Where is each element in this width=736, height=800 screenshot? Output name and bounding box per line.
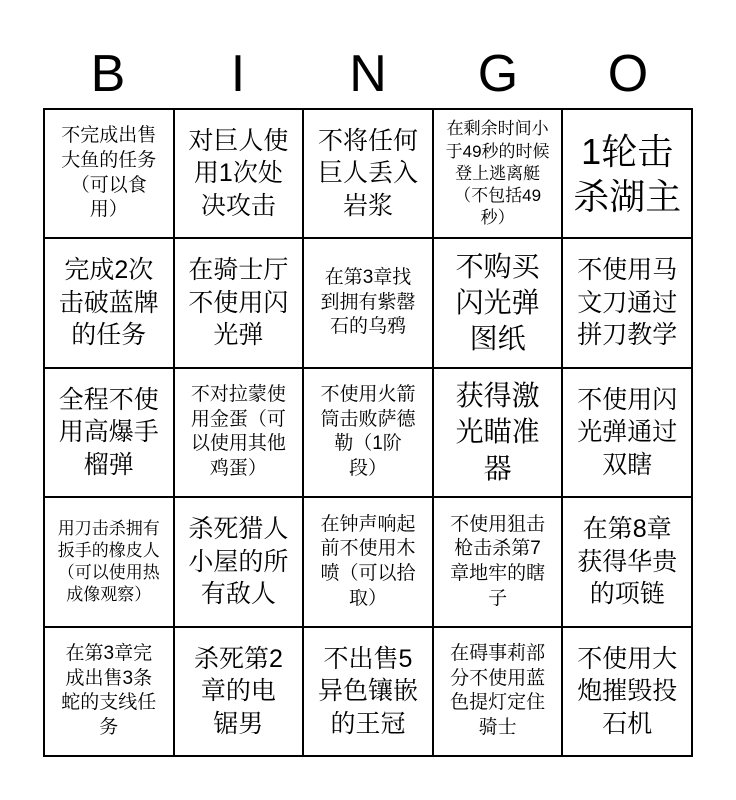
bingo-cell[interactable]: 不完成出售 大鱼的任务 （可以食 用）	[44, 109, 174, 238]
bingo-cell[interactable]: 不使用狙击 枪击杀第7 章地牢的瞎 子	[433, 497, 563, 626]
bingo-cell[interactable]: 在钟声响起 前不使用木 喷（可以拾 取）	[303, 497, 433, 626]
bingo-cell[interactable]: 完成2次 击破蓝牌 的任务	[44, 238, 174, 367]
bingo-cell[interactable]: 不使用闪 光弹通过 双瞎	[562, 368, 692, 497]
header-letter-i: I	[230, 45, 246, 103]
bingo-cell[interactable]: 不将任何 巨人丢入 岩浆	[303, 109, 433, 238]
bingo-cell[interactable]: 不使用大 炮摧毁投 石机	[562, 627, 692, 756]
bingo-cell[interactable]: 获得激 光瞄准 器	[433, 368, 563, 497]
bingo-cell[interactable]: 杀死猎人 小屋的所 有敌人	[174, 497, 304, 626]
bingo-cell[interactable]: 在剩余时间小 于49秒的时候 登上逃离艇 （不包括49 秒）	[433, 109, 563, 238]
bingo-cell[interactable]: 在第3章找 到拥有紫罄 石的乌鸦	[303, 238, 433, 367]
header-letter-g: G	[477, 45, 519, 103]
bingo-cell[interactable]: 在第3章完 成出售3条 蛇的支线任 务	[44, 627, 174, 756]
bingo-grid	[43, 108, 693, 757]
bingo-cell[interactable]: 不使用火箭 筒击败萨德 勒（1阶 段）	[303, 368, 433, 497]
bingo-cell[interactable]: 不使用马 文刀通过 拼刀教学	[562, 238, 692, 367]
bingo-cell[interactable]: 在骑士厅 不使用闪 光弹	[174, 238, 304, 367]
bingo-cell[interactable]: 用刀击杀拥有 扳手的橡皮人 （可以使用热 成像观察）	[44, 497, 174, 626]
bingo-header	[43, 40, 693, 108]
bingo-cell[interactable]: 在第8章 获得华贵 的项链	[562, 497, 692, 626]
bingo-cell[interactable]: 不出售5 异色镶嵌 的王冠	[303, 627, 433, 756]
bingo-cell[interactable]: 在碍事莉部 分不使用蓝 色提灯定住 骑士	[433, 627, 563, 756]
bingo-cell[interactable]: 对巨人使 用1次处 决攻击	[174, 109, 304, 238]
header-letter-n: N	[349, 45, 387, 103]
bingo-cell[interactable]: 不对拉蒙使 用金蛋（可 以使用其他 鸡蛋）	[174, 368, 304, 497]
header-letter-b: B	[90, 45, 126, 103]
bingo-cell[interactable]: 不购买 闪光弹 图纸	[433, 238, 563, 367]
header-letter-o: O	[607, 45, 649, 103]
bingo-cell[interactable]: 全程不使 用高爆手 榴弹	[44, 368, 174, 497]
bingo-cell[interactable]: 1轮击 杀湖主	[562, 109, 692, 238]
bingo-cell[interactable]: 杀死第2 章的电 锯男	[174, 627, 304, 756]
